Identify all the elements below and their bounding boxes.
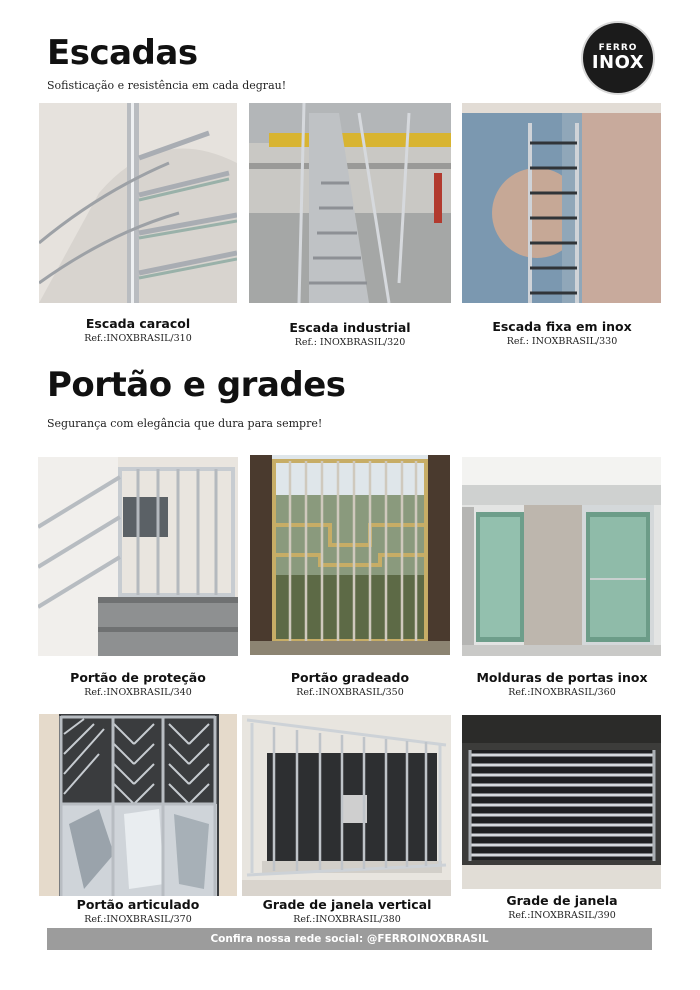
product-name: Escada fixa em inox [492, 319, 632, 334]
product-portao-articulado [38, 897, 238, 926]
photo-portao-gradeado [250, 455, 450, 655]
product-escada-fixa [462, 319, 662, 348]
photo-portao-protecao [38, 457, 238, 656]
photo-grade-janela [462, 715, 661, 889]
photo-molduras-portas [462, 457, 661, 656]
product-name: Escada caracol [85, 316, 191, 331]
product-ref: Ref.: INOXBRASIL/320 [294, 337, 406, 348]
product-ref: Ref.:INOXBRASIL/380 [293, 914, 401, 925]
product-name: Portão de proteção [70, 670, 206, 685]
logo-line1: FERRO [598, 43, 638, 53]
product-molduras-portas [462, 670, 662, 699]
product-ref: Ref.:INOXBRASIL/390 [508, 910, 616, 921]
product-portao-gradeado [250, 670, 450, 699]
photo-escada-fixa [462, 103, 661, 303]
product-grade-janela-vertical [242, 897, 452, 926]
product-ref: Ref.:INOXBRASIL/350 [296, 687, 404, 698]
section-tagline-portao-grades: Segurança com elegância que dura para sempre! [47, 417, 323, 430]
section-title-escadas: Escadas [47, 33, 198, 73]
social-footer-banner: Confira nossa rede social: @FERROINOXBRASIL [47, 928, 652, 950]
product-ref: Ref.:INOXBRASIL/310 [84, 333, 192, 344]
product-name: Portão articulado [76, 897, 200, 912]
product-grade-janela [462, 893, 662, 922]
product-name: Portão gradeado [290, 670, 410, 685]
product-ref: Ref.:INOXBRASIL/360 [508, 687, 616, 698]
product-escada-industrial [250, 320, 450, 349]
photo-escada-industrial [249, 103, 451, 303]
section-tagline-escadas: Sofisticação e resistência em cada degrau! [47, 79, 287, 92]
product-escada-caracol [40, 316, 236, 345]
product-name: Molduras de portas inox [476, 670, 648, 685]
product-name: Grade de janela [506, 893, 618, 908]
photo-portao-articulado [39, 714, 237, 896]
logo-line2: INOX [591, 52, 645, 73]
product-name: Grade de janela vertical [262, 897, 432, 912]
product-portao-protecao [38, 670, 238, 699]
product-ref: Ref.:INOXBRASIL/370 [84, 914, 192, 925]
product-ref: Ref.:INOXBRASIL/340 [84, 687, 192, 698]
ferro-inox-logo [583, 23, 653, 93]
product-name: Escada industrial [289, 320, 411, 335]
photo-escada-caracol [39, 103, 237, 303]
photo-grade-janela-vertical [242, 715, 451, 896]
product-ref: Ref.: INOXBRASIL/330 [506, 336, 618, 347]
section-title-portao-grades: Portão e grades [47, 365, 346, 405]
